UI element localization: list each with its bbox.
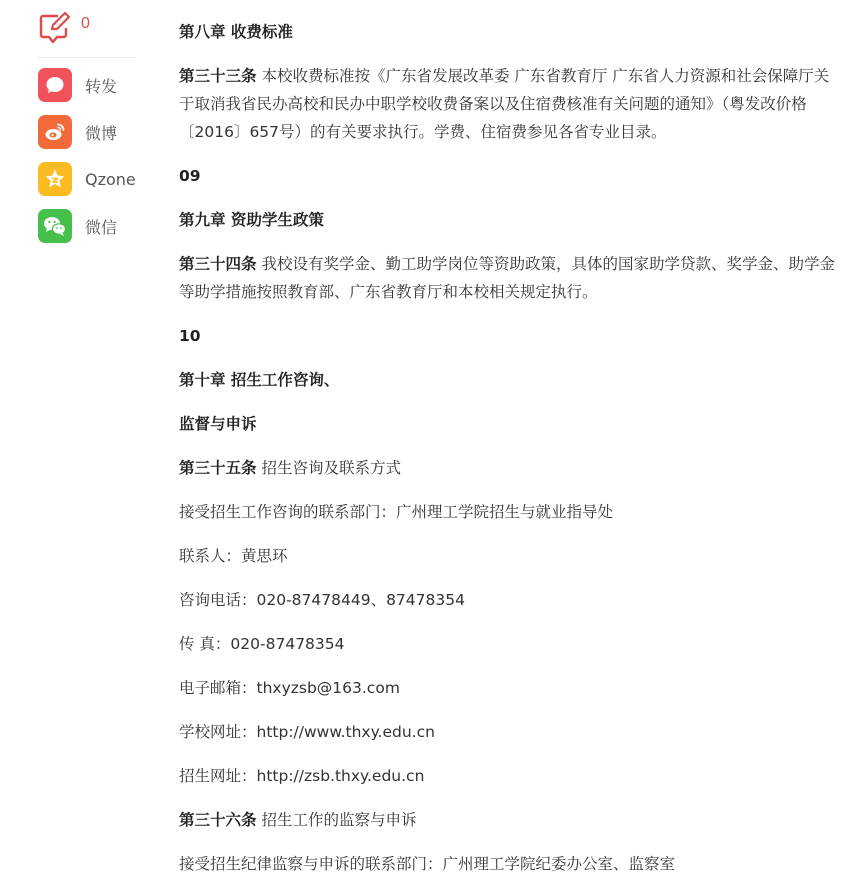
- wechat-icon: [38, 209, 72, 243]
- section-number-10: 10: [179, 327, 201, 345]
- article-36: [179, 806, 839, 834]
- chapter-10-title-line1: 第十章 招生工作咨询、: [179, 371, 340, 389]
- article-33-text: 本校收费标准按《广东省发展改革委 广东省教育厅 广东省人力资源和社会保障厅关于取消我省民办高校和民办中职学校收费备案以及住宿费核准有关问题的通知》（粤发改价格〔2016〕657号）的有关要求执行。学费、住宿费参见各省专业目录。: [179, 67, 830, 141]
- article-36-text: 招生工作的监察与申诉: [256, 811, 417, 829]
- share-sidebar: [38, 10, 136, 255]
- contact-fax: 传 真：020-87478354: [179, 635, 345, 653]
- share-item-weibo[interactable]: [38, 114, 136, 150]
- article-body: [179, 18, 839, 894]
- share-list: [38, 67, 136, 244]
- share-item-zhuanfa[interactable]: [38, 67, 136, 103]
- contact-person: 联系人：黄思环: [179, 547, 288, 565]
- chat-bubble-icon: [38, 68, 72, 102]
- qzone-star-icon: [38, 162, 72, 196]
- contact-department: 接受招生工作咨询的联系部门：广州理工学院招生与就业指导处: [179, 503, 614, 521]
- chapter-8-title: 第八章 收费标准: [179, 23, 293, 41]
- section-number-09: 09: [179, 167, 201, 185]
- share-label-zhuanfa: 转发: [85, 76, 118, 96]
- comment-button[interactable]: [38, 10, 136, 58]
- article-35-text: 招生咨询及联系方式: [256, 459, 401, 477]
- share-item-qzone[interactable]: [38, 161, 136, 197]
- article-34-label: 第三十四条: [179, 255, 257, 273]
- weibo-icon: [38, 115, 72, 149]
- share-label-weibo: 微博: [85, 123, 118, 143]
- article-35-label: 第三十五条: [179, 459, 257, 477]
- article-36-label: 第三十六条: [179, 811, 257, 829]
- article-33-label: 第三十三条: [179, 67, 257, 85]
- article-33: [179, 62, 839, 146]
- article-34: [179, 250, 839, 306]
- supervision-department: 接受招生纪律监察与申诉的联系部门：广州理工学院纪委办公室、监察室: [179, 855, 676, 873]
- chapter-9-title: 第九章 资助学生政策: [179, 211, 324, 229]
- article-34-text: 我校设有奖学金、勤工助学岗位等资助政策，具体的国家助学贷款、奖学金、助学金等助学措施按照教育部、广东省教育厅和本校相关规定执行。: [179, 255, 835, 301]
- contact-phone: 咨询电话：020-87478449、87478354: [179, 591, 465, 609]
- comment-edit-icon: [38, 11, 72, 45]
- contact-email: 电子邮箱：thxyzsb@163.com: [179, 679, 400, 697]
- chapter-10-title-line2: 监督与申诉: [179, 415, 257, 433]
- share-label-weixin: 微信: [85, 217, 118, 237]
- admission-website: 招生网址：http://zsb.thxy.edu.cn: [179, 767, 425, 785]
- school-website: 学校网址：http://www.thxy.edu.cn: [179, 723, 435, 741]
- comment-count: 0: [81, 15, 90, 32]
- article-35: [179, 454, 839, 482]
- share-label-qzone: Qzone: [85, 169, 136, 189]
- share-item-weixin[interactable]: [38, 208, 136, 244]
